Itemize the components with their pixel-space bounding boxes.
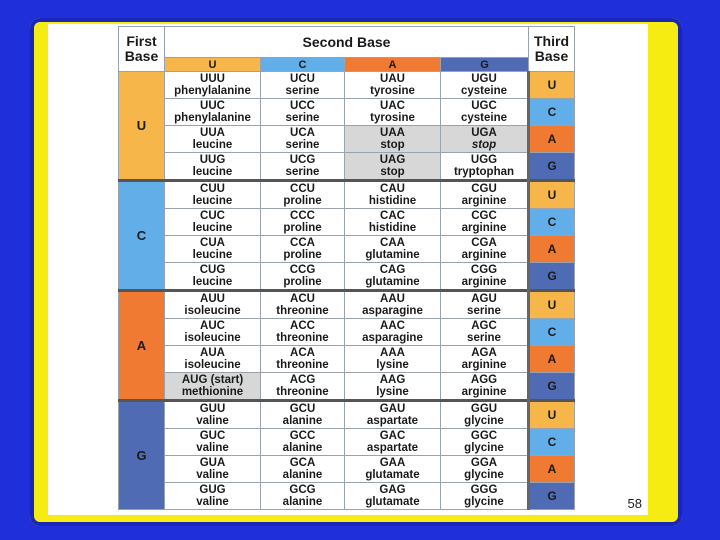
codon-row [119,126,575,153]
codon-cell [441,126,529,153]
codon-row [119,456,575,483]
codon-label: UUU [200,73,225,85]
codon-cell [441,263,529,291]
codon-cell [441,373,529,401]
third-base-C: C [529,99,575,126]
amino-acid-label: arginine [461,359,507,371]
codon-cell [441,319,529,346]
amino-acid-label: alanine [282,442,323,454]
codon-label: CUU [200,183,225,195]
amino-acid-label: lysine [376,359,409,371]
codon-cell [165,72,261,99]
first-base-U: U [119,72,165,181]
codon-label: AUG (start) [181,374,244,386]
third-base-A: A [529,126,575,153]
codon-row [119,209,575,236]
amino-acid-label: serine [467,305,501,317]
codon-row [119,72,575,99]
codon-label: GAA [379,457,406,469]
codon-label: CGA [471,237,497,249]
codon-cell [261,319,345,346]
amino-acid-label: leucine [192,276,233,288]
codon-cell [441,483,529,510]
third-base-C: C [529,429,575,456]
codon-label: AUA [200,347,225,359]
codon-label: AUC [200,320,225,332]
third-base-U: U [529,291,575,319]
codon-label: AUU [200,293,225,305]
amino-acid-label: threonine [276,359,329,371]
amino-acid-label: stop [380,166,405,178]
amino-acid-label: proline [283,276,322,288]
codon-row [119,236,575,263]
codon-cell [261,456,345,483]
amino-acid-label: leucine [192,249,233,261]
codon-label: CGG [470,264,498,276]
codon-cell [165,99,261,126]
codon-row [119,319,575,346]
third-base-A: A [529,456,575,483]
amino-acid-label: serine [285,85,320,97]
codon-label: CCU [290,183,315,195]
codon-cell [345,429,441,456]
codon-cell [345,483,441,510]
amino-acid-label: alanine [282,469,323,481]
codon-label: GGU [470,403,498,415]
third-base-A: A [529,236,575,263]
second-base-header: Second Base [165,27,529,58]
amino-acid-label: aspartate [366,442,419,454]
codon-label: CCC [290,210,315,222]
codon-label: CGU [471,183,497,195]
third-base-C: C [529,319,575,346]
codon-label: GAG [379,484,406,496]
codon-label: CUA [200,237,225,249]
codon-label: ACC [290,320,315,332]
amino-acid-label: tryptophan [453,166,515,178]
amino-acid-label: arginine [461,249,507,261]
codon-cell [165,456,261,483]
amino-acid-label: alanine [282,415,323,427]
codon-label: UAU [380,73,405,85]
amino-acid-label: phenylalanine [174,85,251,97]
amino-acid-label: arginine [461,276,507,288]
amino-acid-label: isoleucine [184,332,241,344]
codon-cell [345,456,441,483]
amino-acid-label: asparagine [362,332,423,344]
codon-label: UGA [471,127,497,139]
page-number: 58 [627,496,642,511]
codon-cell [165,181,261,209]
third-base-G: G [529,153,575,181]
codon-cell [165,153,261,181]
codon-label: UCC [290,100,315,112]
codon-label: CGC [471,210,497,222]
amino-acid-label: leucine [192,195,233,207]
codon-cell [345,291,441,319]
amino-acid-label: leucine [192,222,233,234]
codon-cell [441,429,529,456]
third-base-A: A [529,346,575,373]
codon-cell [165,126,261,153]
codon-label: CUG [199,264,226,276]
codon-row [119,346,575,373]
amino-acid-label: valine [196,496,229,508]
amino-acid-label: threonine [276,305,329,317]
codon-cell [345,181,441,209]
third-base-G: G [529,483,575,510]
amino-acid-label: cysteine [460,85,508,97]
codon-label: UUG [199,154,226,166]
codon-cell [441,153,529,181]
amino-acid-label: stop [471,139,497,151]
codon-label: CUC [200,210,225,222]
amino-acid-label: glycine [464,469,504,481]
codon-label: UAC [380,100,405,112]
amino-acid-label: lysine [376,386,409,398]
codon-row [119,373,575,401]
codon-cell [441,209,529,236]
codon-cell [345,346,441,373]
amino-acid-label: serine [285,166,320,178]
codon-cell [261,263,345,291]
codon-cell [345,373,441,401]
amino-acid-label: proline [283,222,322,234]
codon-row [119,429,575,456]
codon-label: AGG [470,374,498,386]
codon-label: GCA [289,457,316,469]
amino-acid-label: tyrosine [370,85,415,97]
codon-cell [165,429,261,456]
codon-cell [345,99,441,126]
codon-label: AGA [471,347,497,359]
amino-acid-label: glycine [464,415,504,427]
codon-cell [165,209,261,236]
amino-acid-label: alanine [282,496,323,508]
codon-label: AGC [471,320,497,332]
codon-label: AAU [380,293,405,305]
codon-label: AAA [380,347,405,359]
codon-cell [165,373,261,401]
amino-acid-label: glutamine [365,276,420,288]
codon-label: ACU [290,293,315,305]
third-base-C: C [529,209,575,236]
codon-cell [441,456,529,483]
third-base-U: U [529,72,575,99]
amino-acid-label: leucine [192,139,233,151]
amino-acid-label: methionine [181,386,244,398]
second-base-A: A [345,58,441,72]
amino-acid-label: serine [285,139,320,151]
amino-acid-label: aspartate [366,415,419,427]
codon-cell [165,263,261,291]
codon-label: UGU [471,73,497,85]
amino-acid-label: valine [196,469,229,481]
codon-cell [441,236,529,263]
codon-cell [441,346,529,373]
codon-row [119,483,575,510]
codon-label: UAA [380,127,405,139]
amino-acid-label: isoleucine [184,359,241,371]
codon-label: GGG [470,484,498,496]
amino-acid-label: cysteine [460,112,508,124]
codon-cell [345,319,441,346]
codon-cell [165,236,261,263]
codon-label: GAC [379,430,406,442]
codon-cell [441,401,529,429]
codon-cell [261,291,345,319]
codon-label: GCC [289,430,316,442]
amino-acid-label: valine [196,415,229,427]
codon-row [119,181,575,209]
amino-acid-label: glutamate [365,469,420,481]
amino-acid-label: valine [196,442,229,454]
amino-acid-label: glycine [464,442,504,454]
codon-cell [441,291,529,319]
amino-acid-label: threonine [276,332,329,344]
codon-label: ACA [290,347,315,359]
codon-row [119,99,575,126]
first-base-G: G [119,401,165,510]
codon-cell [261,429,345,456]
amino-acid-label: arginine [461,222,507,234]
amino-acid-label: histidine [368,222,417,234]
codon-label: UGC [471,100,497,112]
codon-label: CCA [290,237,315,249]
codon-label: CCG [289,264,316,276]
codon-row [119,401,575,429]
second-base-C: C [261,58,345,72]
codon-cell [345,153,441,181]
amino-acid-label: arginine [461,195,507,207]
codon-label: UAG [379,154,406,166]
codon-label: GCG [289,484,316,496]
codon-cell [261,99,345,126]
codon-label: GGA [470,457,498,469]
codon-cell [165,319,261,346]
codon-cell [261,72,345,99]
codon-cell [345,263,441,291]
second-base-G: G [441,58,529,72]
codon-cell [261,236,345,263]
codon-row [119,153,575,181]
codon-cell [345,126,441,153]
third-base-G: G [529,373,575,401]
codon-label: GUC [199,430,226,442]
codon-cell [345,209,441,236]
codon-label: CAA [380,237,405,249]
codon-cell [165,483,261,510]
codon-label: GCU [289,403,316,415]
codon-label: ACG [289,374,316,386]
codon-row [119,291,575,319]
codon-cell [261,153,345,181]
codon-cell [345,236,441,263]
codon-label: UUC [200,100,225,112]
amino-acid-label: tyrosine [370,112,415,124]
codon-label: CAU [380,183,405,195]
amino-acid-label: proline [283,195,322,207]
codon-cell [441,72,529,99]
first-base-header: First Base [119,27,165,72]
codon-cell [261,483,345,510]
codon-cell [165,291,261,319]
codon-label: UGG [470,154,498,166]
codon-cell [165,401,261,429]
codon-cell [261,181,345,209]
amino-acid-label: isoleucine [184,305,241,317]
codon-table [118,26,575,510]
amino-acid-label: glutamate [365,496,420,508]
codon-label: GAU [379,403,406,415]
codon-cell [345,401,441,429]
codon-cell [261,209,345,236]
amino-acid-label: serine [285,112,320,124]
amino-acid-label: glutamine [365,249,420,261]
codon-cell [441,181,529,209]
amino-acid-label: threonine [276,386,329,398]
amino-acid-label: arginine [461,386,507,398]
codon-cell [261,401,345,429]
second-base-U: U [165,58,261,72]
codon-label: CAC [380,210,405,222]
amino-acid-label: serine [467,332,501,344]
third-base-U: U [529,401,575,429]
codon-label: AGU [471,293,497,305]
amino-acid-label: glycine [464,496,504,508]
amino-acid-label: stop [380,139,405,151]
codon-cell [345,72,441,99]
amino-acid-label: proline [283,249,322,261]
slide [48,24,648,515]
codon-row [119,263,575,291]
amino-acid-label: asparagine [362,305,423,317]
codon-label: UUA [200,127,225,139]
codon-cell [261,126,345,153]
codon-label: GUU [199,403,226,415]
codon-cell [261,373,345,401]
codon-label: UCG [289,154,316,166]
codon-label: GUA [199,457,226,469]
codon-table-body [119,72,575,510]
third-base-header: Third Base [529,27,575,72]
first-base-A: A [119,291,165,401]
codon-label: UCA [290,127,315,139]
codon-label: AAC [380,320,405,332]
third-base-G: G [529,263,575,291]
codon-cell [441,99,529,126]
codon-label: GGC [470,430,498,442]
first-base-C: C [119,181,165,291]
codon-label: UCU [290,73,315,85]
amino-acid-label: histidine [368,195,417,207]
codon-label: GUG [199,484,226,496]
codon-cell [165,346,261,373]
codon-cell [261,346,345,373]
third-base-U: U [529,181,575,209]
amino-acid-label: phenylalanine [174,112,251,124]
amino-acid-label: leucine [192,166,233,178]
codon-label: CAG [379,264,406,276]
codon-label: AAG [379,374,406,386]
